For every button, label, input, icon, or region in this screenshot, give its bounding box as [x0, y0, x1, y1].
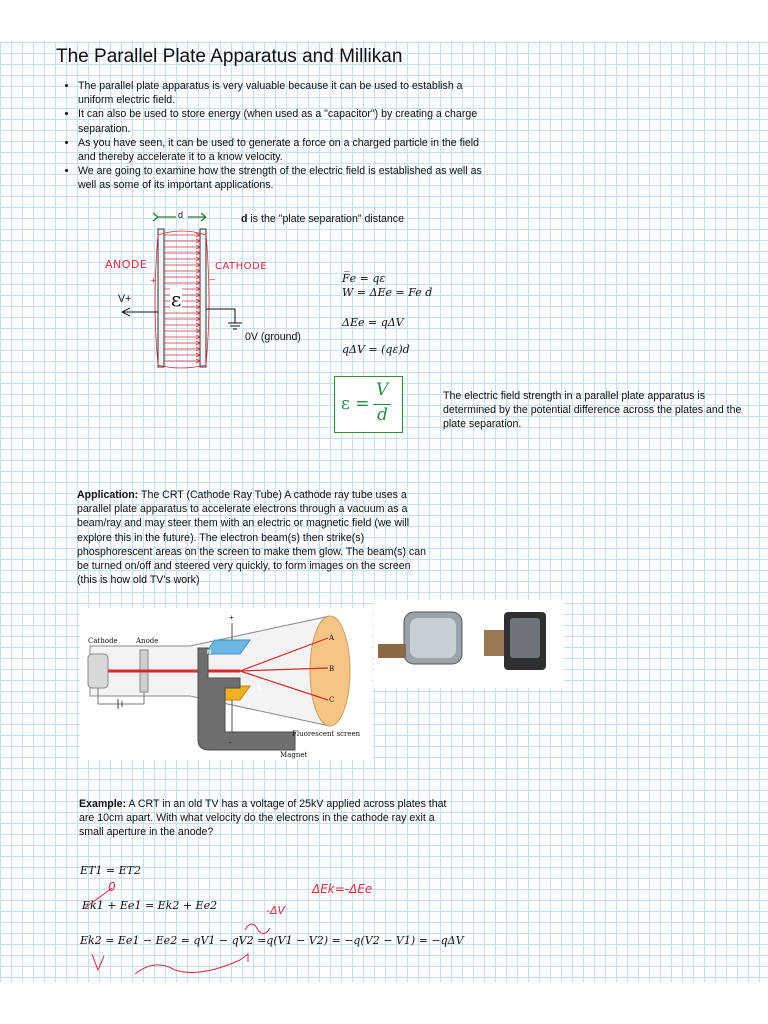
cathode-caption: Cathode — [88, 637, 118, 645]
point-b-label: B — [329, 665, 335, 673]
anode-label: ANODE — [105, 258, 148, 271]
tv-electronics-photo — [378, 644, 406, 658]
d-arrow-left — [153, 213, 176, 221]
work-line-3: Ek2 = Ee1 − Ee2 = qV1 − qV2 =q(V1 − V2) = −q(V2 − V1) = −qΔV — [80, 934, 464, 947]
field-arrow — [164, 311, 200, 315]
parallel-plate-diagram — [100, 205, 300, 375]
tv-screen-2-photo — [510, 618, 540, 658]
field-strength-note: The electric field strength in a parallel plate apparatus is determined by the potential difference across the plates and the plate separation. — [443, 390, 742, 431]
bullet-item: • It can also be used to store energy (when used as a "capacitor") by creating a charge separation. — [78, 107, 498, 135]
field-arrow — [164, 233, 200, 237]
anode-caption: Anode — [136, 637, 159, 645]
north-pole-label: N — [207, 650, 212, 656]
tv-board-photo — [484, 630, 506, 656]
bullet-item: • The parallel plate apparatus is very valuable because it can be used to establish a uniform electric field. — [78, 79, 498, 107]
point-c-label: C — [329, 696, 335, 704]
strike-mark — [85, 888, 112, 908]
ground-label: 0V (ground) — [245, 331, 301, 343]
ground-symbol — [228, 323, 242, 329]
field-arrow — [164, 257, 200, 261]
field-arrow — [164, 269, 200, 273]
cathode-element — [88, 654, 108, 688]
intro-bullet-list — [60, 79, 498, 193]
energy-equation: ΔEe = qΔV — [342, 316, 404, 329]
cathode-plate — [200, 229, 206, 367]
screen-caption: Fluorescent screen — [292, 730, 361, 738]
bracket-mark — [245, 924, 270, 934]
work-line-1: ET1 = ET2 — [80, 864, 141, 877]
point-a-label: A — [329, 634, 335, 642]
potential-equation: qΔV = (qε)d — [342, 343, 410, 356]
field-arrow — [164, 329, 200, 333]
field-arrow — [164, 359, 200, 363]
crt-tv-photo — [374, 600, 564, 688]
handwritten-annotations — [80, 888, 340, 980]
d-arrow-right — [188, 213, 206, 221]
field-arrow — [164, 347, 200, 351]
squiggle-mark — [135, 954, 248, 974]
field-arrow — [164, 251, 200, 255]
bullet-item: • We are going to examine how the strength of the electric field is established as well as well as some of its important applications. — [78, 164, 498, 192]
d-label: d — [178, 210, 184, 220]
force-equation: F̅e = qε — [342, 272, 386, 285]
crt-tv-photo-drawing — [374, 600, 564, 688]
field-arrow — [164, 239, 200, 243]
plus-mark: + — [150, 276, 157, 285]
magnet-caption: Magnet — [280, 751, 308, 759]
field-arrow — [164, 245, 200, 249]
field-arrow — [164, 341, 200, 345]
field-symbol: ε — [171, 287, 182, 311]
arrow-down-mark — [92, 954, 104, 970]
field-arrow — [164, 317, 200, 321]
field-arrow — [164, 275, 200, 279]
vplus-label: V+ — [118, 293, 132, 305]
note-delta-e: ΔEk=-ΔEe — [312, 882, 373, 896]
south-pole-label: S — [257, 686, 262, 692]
field-arrow — [164, 323, 200, 327]
tv-glass-photo — [410, 618, 456, 658]
note-delta-v: -ΔV — [266, 904, 286, 917]
field-strength-formula-box — [334, 376, 403, 433]
formula-denominator: d — [377, 405, 388, 425]
crt-diagram — [80, 608, 372, 760]
formula-numerator: V — [376, 380, 389, 400]
anode-plate — [158, 229, 164, 367]
bullet-item: • As you have seen, it can be used to generate a force on a charged particle in the field and thereby accelerate it to a know velocity. — [78, 136, 498, 164]
work-line-2: Ek1 + Ee1 = Ek2 + Ee2 — [82, 899, 218, 912]
ground-wire — [206, 309, 235, 323]
minus-caption: - — [229, 738, 232, 747]
field-arrow — [164, 281, 200, 285]
page-title: The Parallel Plate Apparatus and Millikan — [56, 46, 403, 67]
note-zero: 0 — [108, 880, 116, 894]
field-arrow — [164, 263, 200, 267]
cathode-label: CATHODE — [215, 261, 268, 272]
minus-mark: − — [209, 275, 216, 284]
application-paragraph: Application: The CRT (Cathode Ray Tube) A cathode ray tube uses a parallel plate apparatus to accelerate electrons through a vacuum as a beam/ray and may steer them with an electric or magnetic field (we will explore this in the future). The electron beam(s) then strike(s) phosphorescent areas on the screen to make them glow. The beam(s) can be turned on/off and steered very quickly, to form images on the screen (this is how old TV's work) — [77, 489, 427, 587]
d-description: d is the "plate separation" distance — [241, 213, 405, 225]
formula-lhs: ε = — [341, 394, 370, 414]
work-equation: W = ΔEe = Fe d — [342, 286, 433, 299]
field-arrow — [164, 335, 200, 339]
field-arrow — [164, 353, 200, 357]
plus-caption: + — [229, 613, 234, 622]
example-paragraph: Example: A CRT in an old TV has a voltage of 25kV applied across plates that are 10cm apart. With what velocity do the electrons in the cathode ray exit a small aperture in the anode? — [79, 798, 447, 839]
